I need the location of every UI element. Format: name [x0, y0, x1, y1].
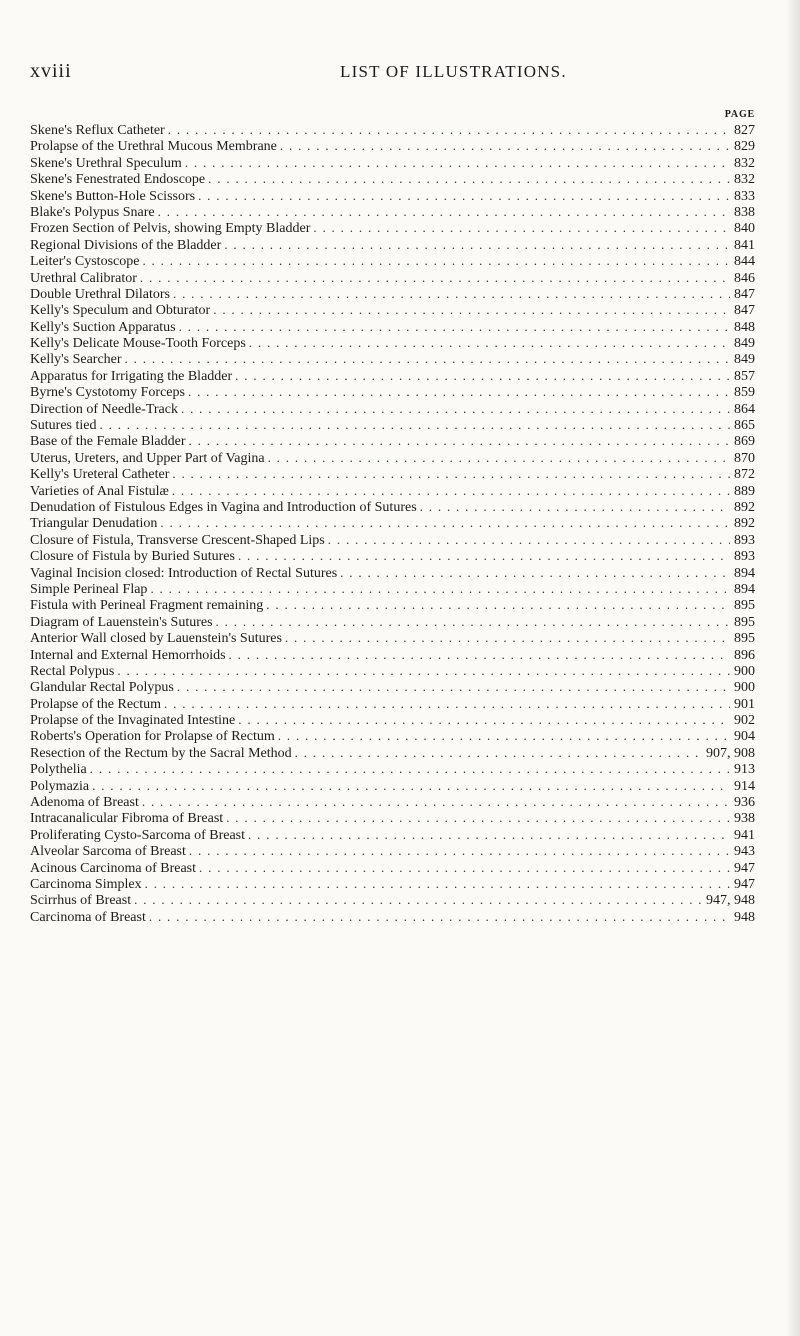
entry-page-number: 901	[734, 696, 755, 712]
list-item	[30, 728, 755, 744]
dot-leader	[198, 188, 730, 204]
entry-title: Vaginal Incision closed: Introduction of Rectal Sutures	[30, 565, 338, 581]
list-item	[30, 663, 755, 679]
list-item	[30, 220, 755, 236]
list-item	[30, 761, 755, 777]
entry-title: Resection of the Rectum by the Sacral Method	[30, 745, 292, 761]
list-item	[30, 188, 755, 204]
entry-page-number: 865	[734, 418, 755, 434]
dot-leader	[285, 630, 730, 646]
entry-title: Polythelia	[30, 762, 87, 778]
entry-page-number: 947, 948	[706, 893, 755, 909]
entry-title: Simple Perineal Flap	[30, 581, 148, 597]
entry-page-number: 904	[734, 729, 755, 745]
list-item	[30, 433, 755, 449]
dot-leader	[145, 876, 730, 892]
entry-title: Polymazia	[30, 778, 90, 794]
entry-page-number: 864	[734, 401, 755, 417]
dot-leader	[189, 843, 730, 859]
list-item	[30, 466, 755, 482]
list-item	[30, 368, 755, 384]
list-item	[30, 876, 755, 892]
entry-title: Kelly's Suction Apparatus	[30, 319, 176, 335]
list-item	[30, 860, 755, 876]
page-number-roman: xviii	[30, 60, 72, 82]
entry-title: Prolapse of the Invaginated Intestine	[30, 713, 236, 729]
list-item	[30, 794, 755, 810]
dot-leader	[216, 614, 730, 630]
entry-page-number: 847	[734, 303, 755, 319]
list-item	[30, 745, 755, 761]
entry-page-number: 943	[734, 844, 755, 860]
entry-title: Anterior Wall closed by Lauenstein's Sutures	[30, 631, 282, 647]
entry-title: Roberts's Operation for Prolapse of Rectum	[30, 729, 275, 745]
dot-leader	[142, 794, 730, 810]
entry-title: Kelly's Ureteral Catheter	[30, 467, 170, 483]
entry-page-number: 841	[734, 237, 755, 253]
dot-leader	[278, 728, 730, 744]
dot-leader	[249, 335, 730, 351]
entry-page-number: 872	[734, 467, 755, 483]
list-item	[30, 647, 755, 663]
dot-leader	[199, 860, 730, 876]
entry-title: Regional Divisions of the Bladder	[30, 237, 222, 253]
entry-title: Closure of Fistula by Buried Sutures	[30, 549, 235, 565]
entry-title: Apparatus for Irrigating the Bladder	[30, 368, 233, 384]
dot-leader	[238, 548, 730, 564]
entry-page-number: 892	[734, 499, 755, 515]
entry-page-number: 914	[734, 778, 755, 794]
list-item	[30, 696, 755, 712]
entry-page-number: 848	[734, 319, 755, 335]
entry-page-number: 902	[734, 713, 755, 729]
dot-leader	[238, 712, 730, 728]
entry-title: Adenoma of Breast	[30, 795, 139, 811]
entry-page-number: 857	[734, 368, 755, 384]
entry-title: Byrne's Cystotomy Forceps	[30, 385, 185, 401]
entry-title: Kelly's Speculum and Obturator	[30, 303, 211, 319]
dot-leader	[179, 319, 730, 335]
list-item	[30, 384, 755, 400]
dot-leader	[172, 466, 730, 482]
dot-leader	[224, 237, 730, 253]
dot-leader	[280, 138, 730, 154]
entry-page-number: 941	[734, 827, 755, 843]
dot-leader	[177, 679, 730, 695]
entry-title: Internal and External Hemorrhoids	[30, 647, 226, 663]
entry-title: Skene's Button-Hole Scissors	[30, 188, 196, 204]
dot-leader	[140, 270, 730, 286]
entry-page-number: 847	[734, 286, 755, 302]
entry-page-number: 838	[734, 204, 755, 220]
entry-title: Alveolar Sarcoma of Breast	[30, 844, 186, 860]
dot-leader	[188, 384, 730, 400]
list-item	[30, 778, 755, 794]
entry-title: Prolapse of the Urethral Mucous Membrane	[30, 139, 277, 155]
entry-title: Base of the Female Bladder	[30, 434, 186, 450]
entry-page-number: 895	[734, 631, 755, 647]
entry-page-number: 907, 908	[706, 745, 755, 761]
dot-leader	[160, 515, 730, 531]
entry-title: Skene's Reflux Catheter	[30, 123, 165, 138]
entry-page-number: 870	[734, 450, 755, 466]
dot-leader	[134, 892, 702, 908]
dot-leader	[164, 696, 730, 712]
list-item	[30, 319, 755, 335]
entry-title: Kelly's Searcher	[30, 352, 122, 368]
dot-leader	[208, 171, 730, 187]
dot-leader	[295, 745, 702, 761]
entry-title: Rectal Polypus	[30, 663, 115, 679]
entry-page-number: 892	[734, 516, 755, 532]
list-item	[30, 581, 755, 597]
entry-title: Direction of Needle-Track	[30, 401, 178, 417]
entry-title: Kelly's Delicate Mouse-Tooth Forceps	[30, 336, 246, 352]
list-item	[30, 892, 755, 908]
entry-page-number: 895	[734, 598, 755, 614]
page-header	[30, 60, 760, 90]
entry-title: Triangular Denudation	[30, 516, 158, 532]
entry-title: Fistula with Perineal Fragment remaining	[30, 598, 264, 614]
entry-page-number: 832	[734, 155, 755, 171]
dot-leader	[313, 220, 730, 236]
entry-page-number: 832	[734, 172, 755, 188]
dot-leader	[189, 433, 730, 449]
entry-page-number: 895	[734, 614, 755, 630]
entry-page-number: 893	[734, 532, 755, 548]
entry-page-number: 849	[734, 352, 755, 368]
entry-title: Denudation of Fistulous Edges in Vagina and Introduction of Sutures	[30, 499, 417, 515]
illustrations-list	[30, 122, 755, 925]
dot-leader	[226, 810, 730, 826]
entry-page-number: 889	[734, 483, 755, 499]
dot-leader	[420, 499, 730, 515]
entry-page-number: 859	[734, 385, 755, 401]
dot-leader	[235, 368, 730, 384]
list-item	[30, 630, 755, 646]
list-item	[30, 499, 755, 515]
entry-title: Glandular Rectal Polypus	[30, 680, 174, 696]
entry-title: Urethral Calibrator	[30, 270, 137, 286]
entry-page-number: 840	[734, 221, 755, 237]
entry-title: Uterus, Ureters, and Upper Part of Vagina	[30, 450, 265, 466]
entry-title: Blake's Polypus Snare	[30, 204, 155, 220]
entry-title: Prolapse of the Rectum	[30, 696, 162, 712]
entry-title: Leiter's Cystoscope	[30, 254, 140, 270]
entry-title: Acinous Carcinoma of Breast	[30, 860, 197, 876]
list-item	[30, 614, 755, 630]
dot-leader	[266, 597, 730, 613]
entry-title: Diagram of Lauenstein's Sutures	[30, 614, 213, 630]
list-item	[30, 155, 755, 171]
dot-leader	[172, 483, 730, 499]
list-item	[30, 679, 755, 695]
list-item	[30, 302, 755, 318]
dot-leader	[150, 581, 730, 597]
entry-title: Skene's Fenestrated Endoscope	[30, 172, 206, 188]
entry-title: Carcinoma Simplex	[30, 876, 142, 892]
dot-leader	[268, 450, 730, 466]
dot-leader	[168, 122, 730, 138]
dot-leader	[181, 401, 730, 417]
entry-page-number: 893	[734, 549, 755, 565]
page-column-label: PAGE	[724, 109, 755, 120]
entry-page-number: 913	[734, 762, 755, 778]
entry-page-number: 947	[734, 876, 755, 892]
entry-title: Closure of Fistula, Transverse Crescent-Shaped Lips	[30, 532, 325, 548]
entry-page-number: 947	[734, 860, 755, 876]
running-head: LIST OF ILLUSTRATIONS.	[340, 62, 567, 81]
list-item	[30, 417, 755, 433]
dot-leader	[117, 663, 730, 679]
list-item	[30, 204, 755, 220]
list-item	[30, 565, 755, 581]
entry-title: Proliferating Cysto-Sarcoma of Breast	[30, 827, 246, 843]
dot-leader	[185, 155, 730, 171]
entry-page-number: 869	[734, 434, 755, 450]
dot-leader	[142, 253, 730, 269]
list-item	[30, 401, 755, 417]
list-item	[30, 171, 755, 187]
entry-page-number: 896	[734, 647, 755, 663]
dot-leader	[125, 351, 730, 367]
list-item	[30, 532, 755, 548]
list-item	[30, 515, 755, 531]
entry-page-number: 827	[734, 123, 755, 138]
entry-page-number: 938	[734, 811, 755, 827]
entry-page-number: 948	[734, 909, 755, 925]
list-item	[30, 843, 755, 859]
page-edge-shadow	[786, 0, 800, 1336]
dot-leader	[248, 827, 730, 843]
list-item	[30, 138, 755, 154]
dot-leader	[100, 417, 731, 433]
list-item	[30, 237, 755, 253]
list-item	[30, 712, 755, 728]
list-item	[30, 827, 755, 843]
dot-leader	[158, 204, 730, 220]
list-item	[30, 286, 755, 302]
entry-title: Scirrhus of Breast	[30, 893, 132, 909]
list-item	[30, 450, 755, 466]
list-item	[30, 548, 755, 564]
entry-page-number: 833	[734, 188, 755, 204]
entry-title: Intracanalicular Fibroma of Breast	[30, 811, 224, 827]
entry-page-number: 900	[734, 663, 755, 679]
entry-title: Frozen Section of Pelvis, showing Empty Bladder	[30, 221, 311, 237]
entry-page-number: 849	[734, 336, 755, 352]
dot-leader	[229, 647, 730, 663]
entry-page-number: 900	[734, 680, 755, 696]
dot-leader	[90, 761, 730, 777]
entry-title: Sutures tied	[30, 418, 97, 434]
list-item	[30, 270, 755, 286]
dot-leader	[173, 286, 730, 302]
entry-page-number: 894	[734, 581, 755, 597]
list-item	[30, 122, 755, 138]
list-item	[30, 253, 755, 269]
dot-leader	[92, 778, 730, 794]
dot-leader	[213, 302, 730, 318]
entry-page-number: 894	[734, 565, 755, 581]
entry-page-number: 846	[734, 270, 755, 286]
entry-page-number: 829	[734, 139, 755, 155]
dot-leader	[149, 909, 730, 925]
list-item	[30, 335, 755, 351]
list-item	[30, 810, 755, 826]
list-item	[30, 597, 755, 613]
entry-title: Carcinoma of Breast	[30, 909, 146, 925]
entry-title: Double Urethral Dilators	[30, 286, 170, 302]
entry-page-number: 844	[734, 254, 755, 270]
entry-title: Skene's Urethral Speculum	[30, 155, 182, 171]
list-item	[30, 909, 755, 925]
list-item	[30, 483, 755, 499]
dot-leader	[340, 565, 730, 581]
entry-page-number: 936	[734, 795, 755, 811]
dot-leader	[328, 532, 730, 548]
entry-title: Varieties of Anal Fistulæ	[30, 483, 169, 499]
list-item	[30, 351, 755, 367]
